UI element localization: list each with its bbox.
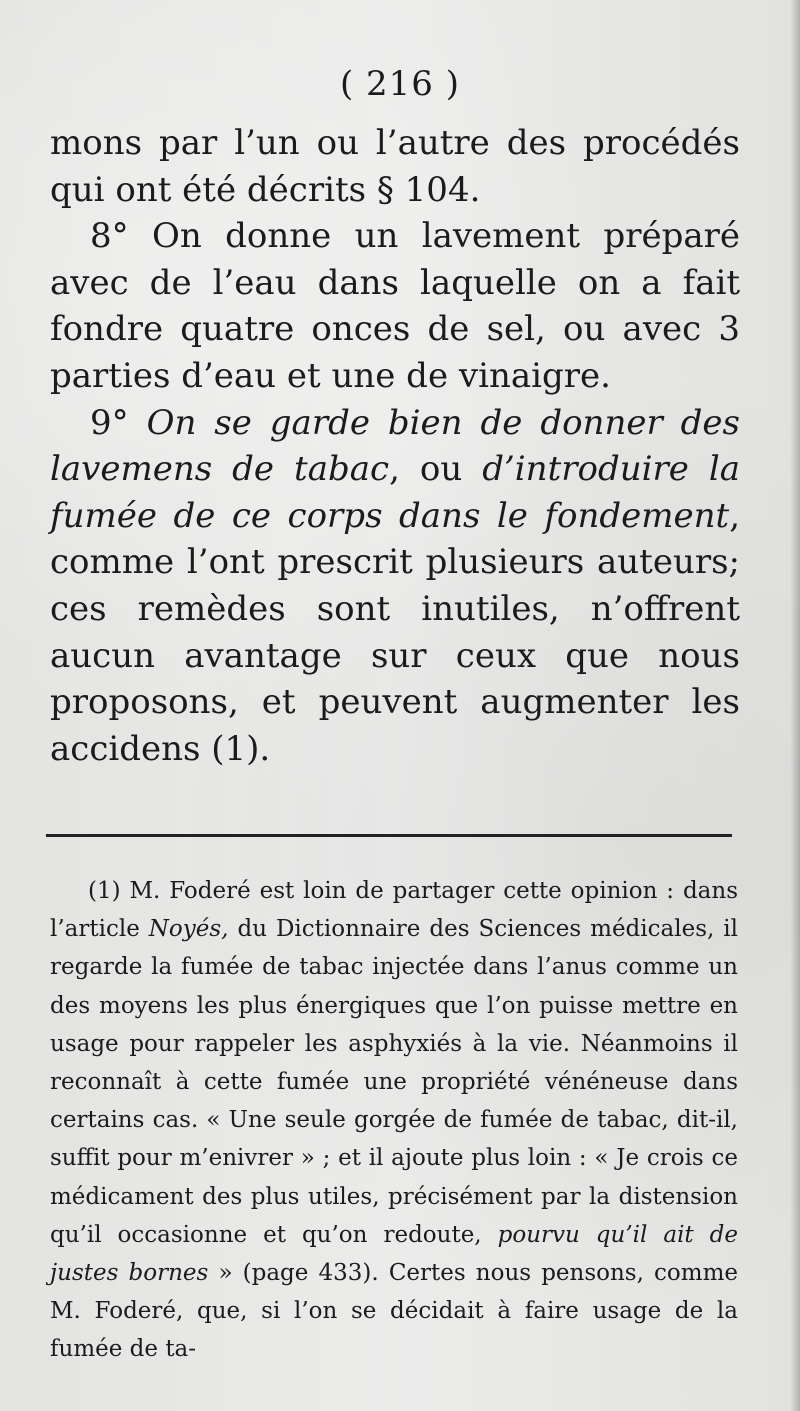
paragraph-3-italic-1: On se garde bien de donner des lavemens de tabac bbox=[50, 402, 740, 490]
page-number: ( 216 ) bbox=[339, 64, 461, 104]
footnote-text-2: du Dictionnaire des Sciences médicales, il regarde la fumée de tabac injectée dans l’anus comme un des moyens les plus énergiques que l’on puisse mettre en usage pour rappeler les asphyxiés à la vie. Néanmoins il reconnaît à cette fumée une propriété vénéneuse dans certains cas. « Une seule gorgée de fumée de tabac, dit-il, suffit pour m’enivrer » ; et il ajoute plus loin : « Je crois ce médicament des plus utiles, précisément par la distension qu’il occasionne et qu’on redoute, bbox=[50, 916, 738, 1248]
main-text-block bbox=[50, 120, 740, 772]
paragraph-3-text-1: , ou bbox=[389, 449, 463, 490]
paragraph-3-label: 9° bbox=[90, 402, 129, 443]
paragraph-2: 8° On donne un lavement préparé avec de l’eau dans laquelle on a fait fondre quatre onces de sel, ou avec 3 parties d’eau et une de vinaigre. bbox=[50, 216, 740, 396]
footnote-italic-1: Noyés, bbox=[148, 916, 229, 943]
paragraph-3-italic-2: d’introduire la fumée de ce corps dans le fondement bbox=[50, 449, 741, 536]
footnote-paragraph bbox=[50, 872, 738, 1369]
footnote-block bbox=[50, 872, 738, 1369]
page-edge-shadow bbox=[790, 0, 800, 1411]
paragraph-1: mons par l’un ou l’autre des procédés qui ont été décrits § 104. bbox=[50, 123, 740, 210]
footnote-text-3: » (page 433). Certes nous pensons, comme M. Foderé, que, si l’on se décidait à faire usage de la fumée de ta- bbox=[50, 1260, 739, 1363]
paragraph-3 bbox=[50, 400, 740, 773]
paragraph-3-text-2: , comme l’ont prescrit plusieurs auteurs; ces remèdes sont inutiles, n’offrent aucun avantage sur ceux que nous proposons, et peuvent augmenter les accidens (1). bbox=[50, 495, 740, 769]
footnote-italic-2: pourvu qu’il ait de justes bornes bbox=[50, 1221, 738, 1287]
footnote-rule bbox=[46, 834, 732, 837]
footnote-text-1: (1) M. Foderé est loin de partager cette opinion : dans l’article bbox=[50, 878, 738, 943]
